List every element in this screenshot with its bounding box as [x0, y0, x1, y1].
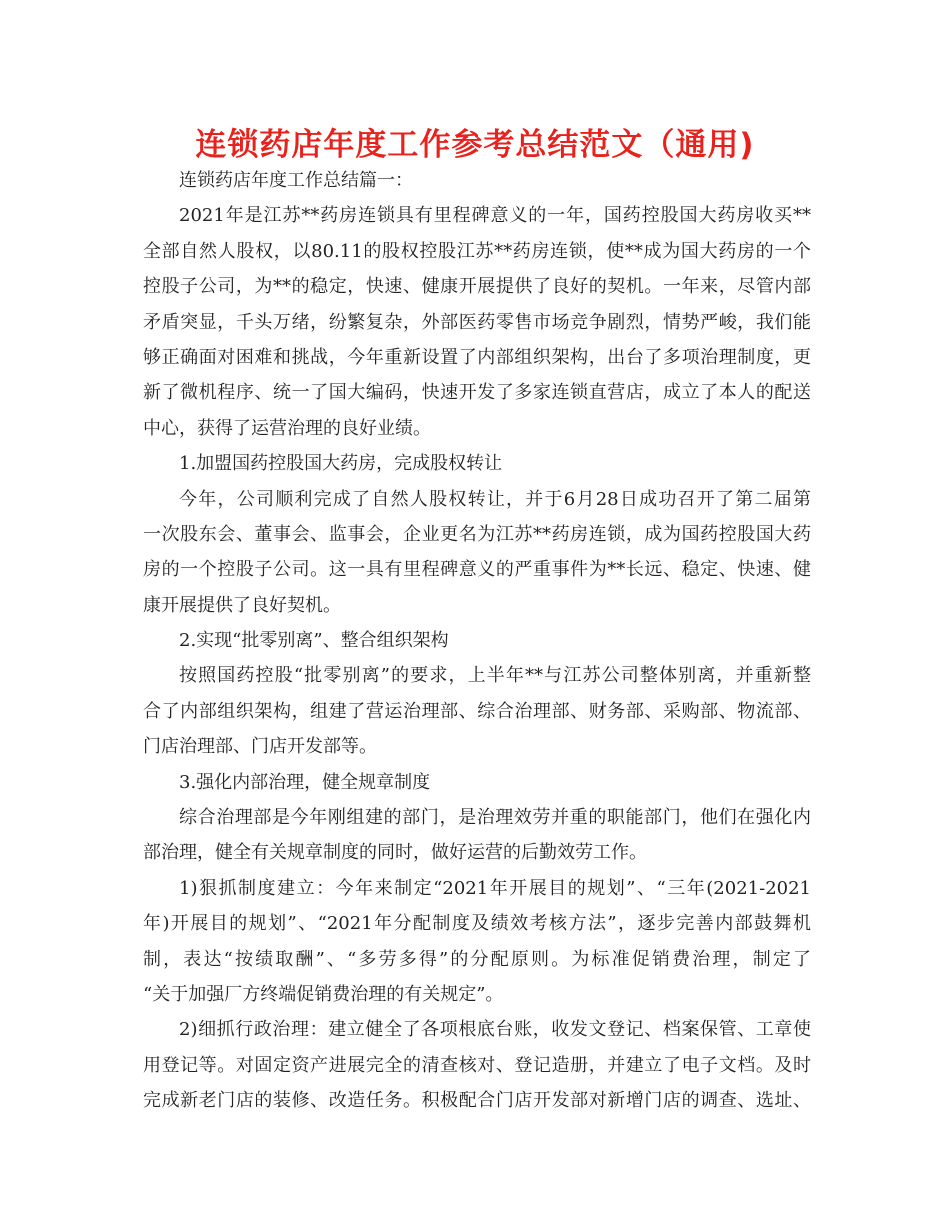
text-line: 康开展提供了良好契机。: [143, 594, 341, 616]
text-line: 房的一个控股子公司。这一具有里程碑意义的严重事件为**长远、稳定、快速、健: [143, 559, 811, 581]
text-line: 用登记等。对固定资产进展完全的清查核对、登记造册，并建立了电子文档。及时: [143, 1054, 811, 1076]
text-line: 1.加盟国药控股国大药房，完成股权转让: [179, 453, 503, 475]
text-line: 2)细抓行政治理：建立健全了各项根底台账，收发文登记、档案保管、工章使: [179, 1019, 811, 1041]
text-line: 按照国药控股“批零别离”的要求，上半年**与江苏公司整体别离，并重新整: [179, 665, 811, 687]
text-line: 制，表达“按绩取酬”、“多劳多得”的分配原则。为标准促销费治理，制定了: [143, 948, 811, 970]
text-line: 控股子公司，为**的稳定，快速、健康开展提供了良好的契机。一年来，尽管内部: [143, 276, 811, 298]
text-line: 全部自然人股权，以80.11的股权控股江苏**药房连锁，使**成为国大药房的一个: [143, 240, 811, 262]
text-line: 1)狠抓制度建立：今年来制定“2021年开展目的规划”、“三年(2021-2021: [179, 877, 811, 899]
text-line: 2.实现“批零别离”、整合组织架构: [179, 630, 449, 652]
text-line: 门店治理部、门店开发部等。: [143, 736, 377, 758]
text-line: 矛盾突显，千头万绪，纷繁复杂，外部医药零售市场竞争剧烈，情势严峻，我们能: [143, 311, 811, 333]
text-line: “关于加强厂方终端促销费治理的有关规定”。: [143, 983, 504, 1005]
text-line: 部治理，健全有关规章制度的同时，做好运营的后勤效劳工作。: [143, 842, 647, 864]
document-title: 连锁药店年度工作参考总结范文（通用): [195, 127, 755, 163]
document-body: [143, 166, 811, 1122]
text-line: 完成新老门店的装修、改造任务。积极配合门店开发部对新增门店的调查、选址、: [143, 1090, 811, 1112]
text-line: 合了内部组织架构，组建了营运治理部、综合治理部、财务部、采购部、物流部、: [143, 700, 811, 722]
text-line: 够正确面对困难和挑战，今年重新设置了内部组织架构，出台了多项治理制度，更: [143, 346, 811, 368]
text-line: 中心，获得了运营治理的良好业绩。: [143, 417, 431, 439]
text-line: 2021年是江苏**药房连锁具有里程碑意义的一年，国药控股国大药房收买**: [179, 205, 811, 227]
text-line: 综合治理部是今年刚组建的部门，是治理效劳并重的职能部门，他们在强化内: [179, 807, 811, 829]
text-line: 一次股东会、董事会、监事会，企业更名为江苏**药房连锁，成为国药控股国大药: [143, 523, 811, 545]
text-line: 3.强化内部治理，健全规章制度: [179, 771, 431, 793]
text-line: 新了微机程序、统一了国大编码，快速开发了多家连锁直营店，成立了本人的配送: [143, 382, 811, 404]
text-line: 今年，公司顺利完成了自然人股权转让，并于6月28日成功召开了第二届第: [179, 488, 811, 510]
text-line: 年)开展目的规划”、“2021年分配制度及绩效考核方法”，逐步完善内部鼓舞机: [143, 913, 811, 935]
text-line: 连锁药店年度工作总结篇一：: [179, 170, 413, 191]
